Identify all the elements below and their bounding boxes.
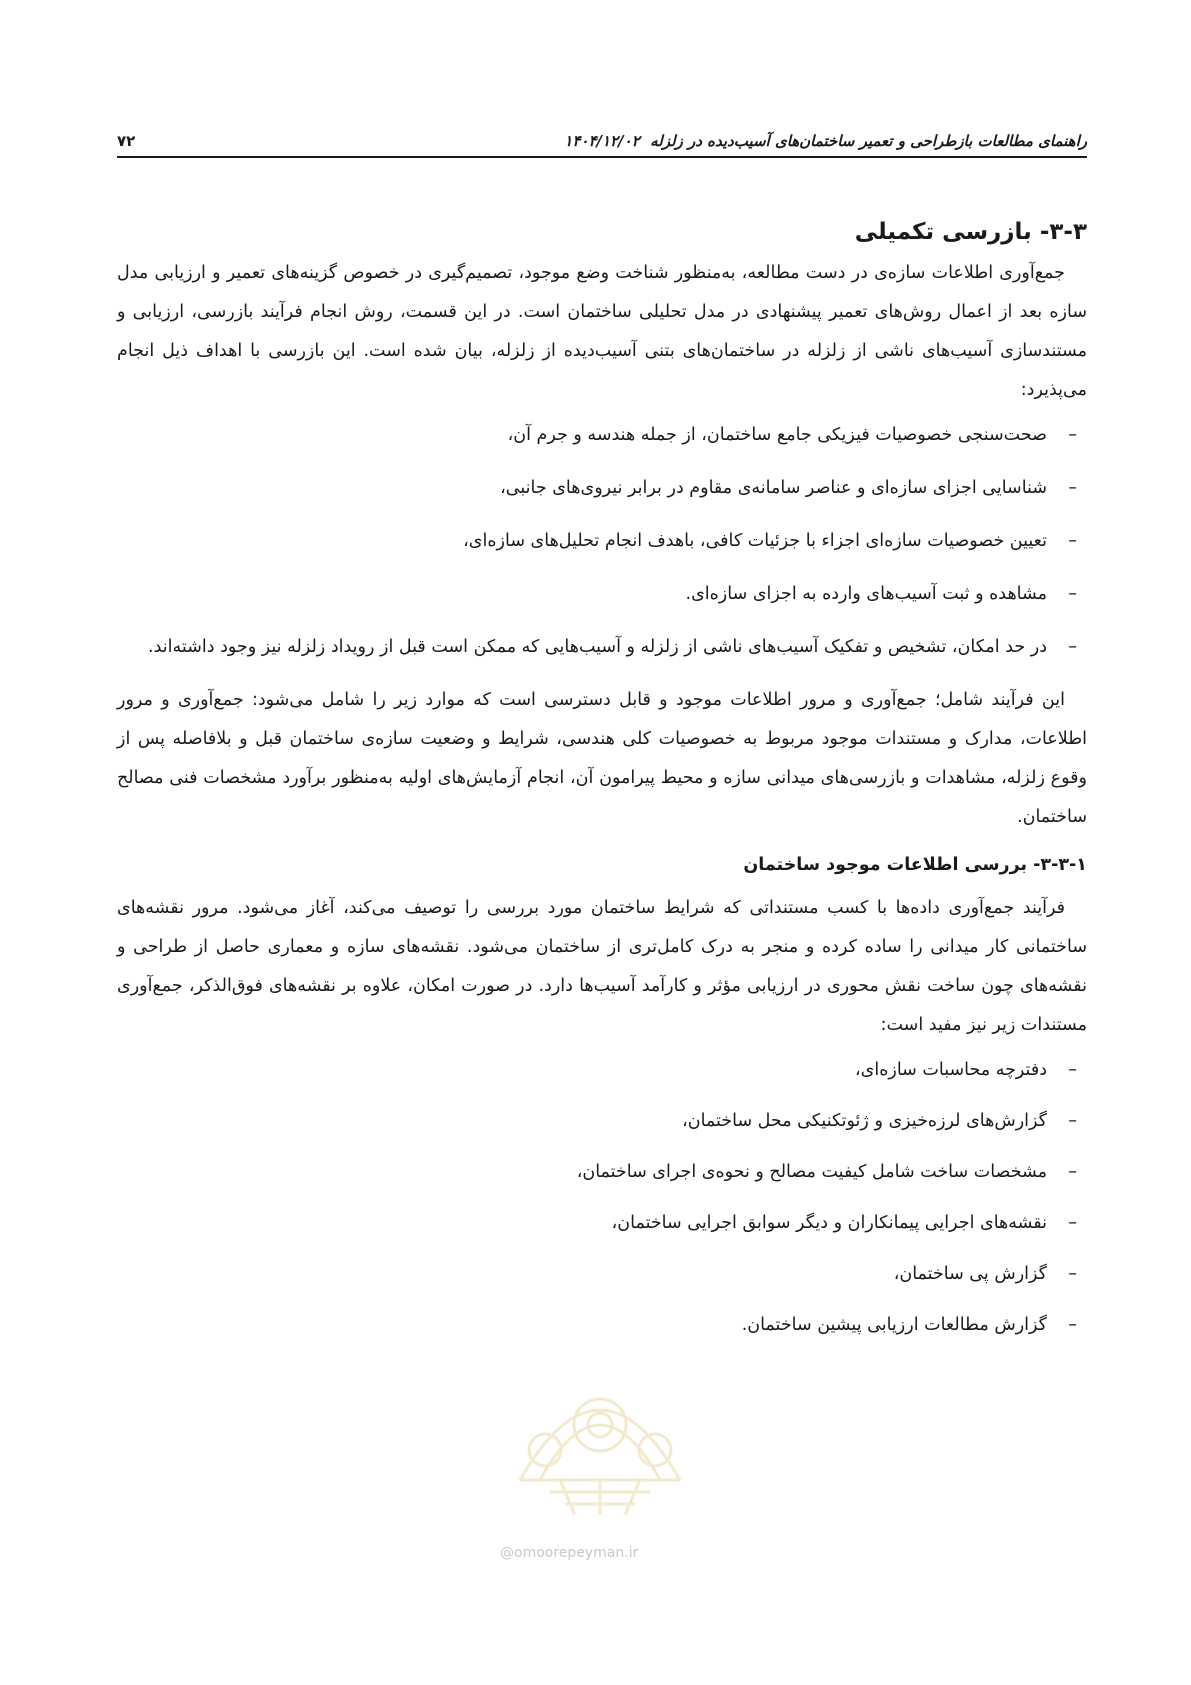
header-date: ۱۴۰۴/۱۲/۰۲ <box>564 132 640 150</box>
page-header <box>117 130 1087 158</box>
list-dash: – <box>1068 1213 1077 1233</box>
subsection-paragraph: فرآیند جمع‌آوری داده‌ها با کسب مستنداتی که شرایط ساختمان مورد بررسی را توصیف می‌کند، آغاز می‌شود. مرور نقشه‌های ساختمانی کار میدانی را ساده کرده و منجر به درک کامل‌تری از ساختمان می‌شود. نقشه‌های سازه و معماری حاصل از طراحی و نقشه‌های چون ساخت نقش محوری در ارزیابی مؤثر و کارآمد آسیب‌ها دارد. در صورت امکان، علاوه بر نقشه‌های فوق‌الذکر، جمع‌آوری مستندات زیر نیز مفید است: <box>117 898 1087 1035</box>
list-dash: – <box>1068 1315 1077 1335</box>
list-item-text: تعیین خصوصیات سازه‌ای اجزاء با جزئیات کافی، باهدف انجام تحلیل‌های سازه‌ای، <box>463 531 1047 551</box>
goals-list <box>117 416 1087 667</box>
list-item-text: شناسایی اجزای سازه‌ای و عناصر سامانه‌ی مقاوم در برابر نیروی‌های جانبی، <box>500 478 1047 498</box>
watermark-seal-icon <box>480 1330 720 1520</box>
list-dash: – <box>1068 1264 1077 1284</box>
list-item <box>117 416 1087 455</box>
list-item-text: گزارش مطالعات ارزیابی پیشین ساختمان. <box>741 1315 1047 1335</box>
list-dash: – <box>1068 531 1077 551</box>
list-dash: – <box>1068 1060 1077 1080</box>
list-item <box>117 469 1087 508</box>
subsection-heading: ۳-۳-۱- بررسی اطلاعات موجود ساختمان <box>743 855 1087 875</box>
list-item-text: مشاهده و ثبت آسیب‌های وارده به اجزای سازه‌ای. <box>685 584 1047 604</box>
list-item <box>117 1204 1087 1243</box>
list-dash: – <box>1068 584 1077 604</box>
page-number: ۷۲ <box>117 132 136 150</box>
list-dash: – <box>1068 1162 1077 1182</box>
list-item <box>117 1102 1087 1141</box>
list-item <box>117 1051 1087 1090</box>
list-item-text: گزارش‌های لرزه‌خیزی و ژئوتکنیکی محل ساختمان، <box>682 1111 1047 1131</box>
list-item <box>117 628 1087 667</box>
list-item <box>117 1255 1087 1294</box>
list-item-text: دفترچه محاسبات سازه‌ای، <box>855 1060 1047 1080</box>
list-item-text: صحت‌سنجی خصوصیات فیزیکی جامع ساختمان، از جمله هندسه و جرم آن، <box>507 425 1047 445</box>
list-item-text: مشخصات ساخت شامل کیفیت مصالح و نحوه‌ی اجرای ساختمان، <box>576 1162 1047 1182</box>
list-item-text: گزارش پی ساختمان، <box>893 1264 1047 1284</box>
section-paragraph-1: جمع‌آوری اطلاعات سازه‌ی در دست مطالعه، به‌منظور شناخت وضع موجود، تصمیم‌گیری در خصوص گزینه‌های تعمیر و ارزیابی مدل سازه بعد از اعمال روش‌های تعمیر پیشنهادی در مدل تحلیلی ساختمان است. در این قسمت، روش انجام فرآیند بازرسی، ارزیابی و مستندسازی آسیب‌های ناشی از زلزله در ساختمان‌های بتنی آسیب‌دیده از زلزله، بیان شده است. این بازرسی با اهداف ذیل انجام می‌پذیرد: <box>117 263 1087 400</box>
list-item-text: در حد امکان، تشخیص و تفکیک آسیب‌های ناشی از زلزله و آسیب‌هایی که ممکن است قبل از رویداد زلزله نیز وجود داشته‌اند. <box>148 637 1047 657</box>
list-dash: – <box>1068 478 1077 498</box>
header-title: راهنمای مطالعات بازطراحی و تعمیر ساختمان‌های آسیب‌دیده در زلزله <box>650 132 1087 150</box>
list-item-text: نقشه‌های اجرایی پیمانکاران و دیگر سوابق اجرایی ساختمان، <box>611 1213 1047 1233</box>
documents-list <box>117 1051 1087 1345</box>
list-dash: – <box>1068 1111 1077 1131</box>
list-dash: – <box>1068 637 1077 657</box>
list-item <box>117 575 1087 614</box>
list-item <box>117 522 1087 561</box>
list-item <box>117 1153 1087 1192</box>
section-paragraph-2: این فرآیند شامل؛ جمع‌آوری و مرور اطلاعات موجود و قابل دسترسی است که موارد زیر را شامل می‌شود: جمع‌آوری و مرور اطلاعات، مدارک و مستندات موجود مربوط به خصوصیات کلی هندسی، شرایط و وضعیت سازه‌ی ساختمان قبل و بلافاصله پس از وقوع زلزله، مشاهدات و بازرسی‌های میدانی سازه و محیط پیرامون آن، انجام آزمایش‌های اولیه به‌منظور برآورد مشخصات فنی مصالح ساختمان. <box>117 690 1087 827</box>
list-dash: – <box>1068 425 1077 445</box>
page-content <box>117 210 1087 1357</box>
section-heading: ۳-۳- بازرسی تکمیلی <box>854 219 1087 245</box>
watermark-site-text: @omoorepeyman.ir <box>500 1545 639 1561</box>
